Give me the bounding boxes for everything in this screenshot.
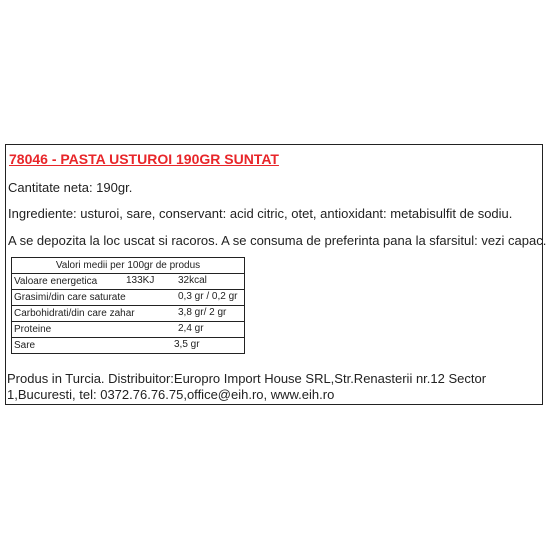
nutrition-table [11, 257, 245, 354]
nutrient-value: 3,8 gr/ 2 gr [178, 307, 227, 318]
table-row [12, 306, 245, 322]
nutrient-name: Valoare energetica [14, 276, 98, 287]
table-row [12, 338, 245, 354]
nutrition-header-row [12, 258, 245, 274]
nutrient-value: 2,4 gr [178, 323, 204, 334]
ingredients: Ingrediente: usturoi, sare, conservant: acid citric, otet, antioxidant: metabisulfit de sodiu. [8, 206, 513, 221]
nutrient-name: Proteine [14, 324, 52, 335]
product-label [5, 144, 547, 405]
nutrient-value: 0,3 gr / 0,2 gr [178, 291, 238, 302]
nutrient-name: Sare [14, 340, 36, 351]
storage-instructions: A se depozita la loc uscat si racoros. A se consuma de preferinta pana la sfarsitul: vezi capac. [8, 233, 547, 248]
nutrition-header: Valori medii per 100gr de produs [12, 258, 245, 274]
nutrient-name: Carbohidrati/din care zahar [14, 308, 135, 319]
nutrient-value: 3,5 gr [174, 339, 200, 350]
nutrient-name: Grasimi/din care saturate [14, 292, 126, 303]
table-row [12, 274, 245, 290]
table-row [12, 322, 245, 338]
net-quantity: Cantitate neta: 190gr. [8, 180, 133, 195]
nutrient-value: 32kcal [178, 275, 207, 286]
nutrient-kj: 133KJ [126, 275, 155, 286]
table-row [12, 290, 245, 306]
distributor-info: Produs in Turcia. Distribuitor:Europro Import House SRL,Str.Renasterii nr.12 Sector 1,Bucuresti, tel: 0372.76.76.75,office@eih.ro, www.eih.ro [7, 371, 487, 402]
product-title: 78046 - PASTA USTUROI 190GR SUNTAT [9, 151, 279, 167]
